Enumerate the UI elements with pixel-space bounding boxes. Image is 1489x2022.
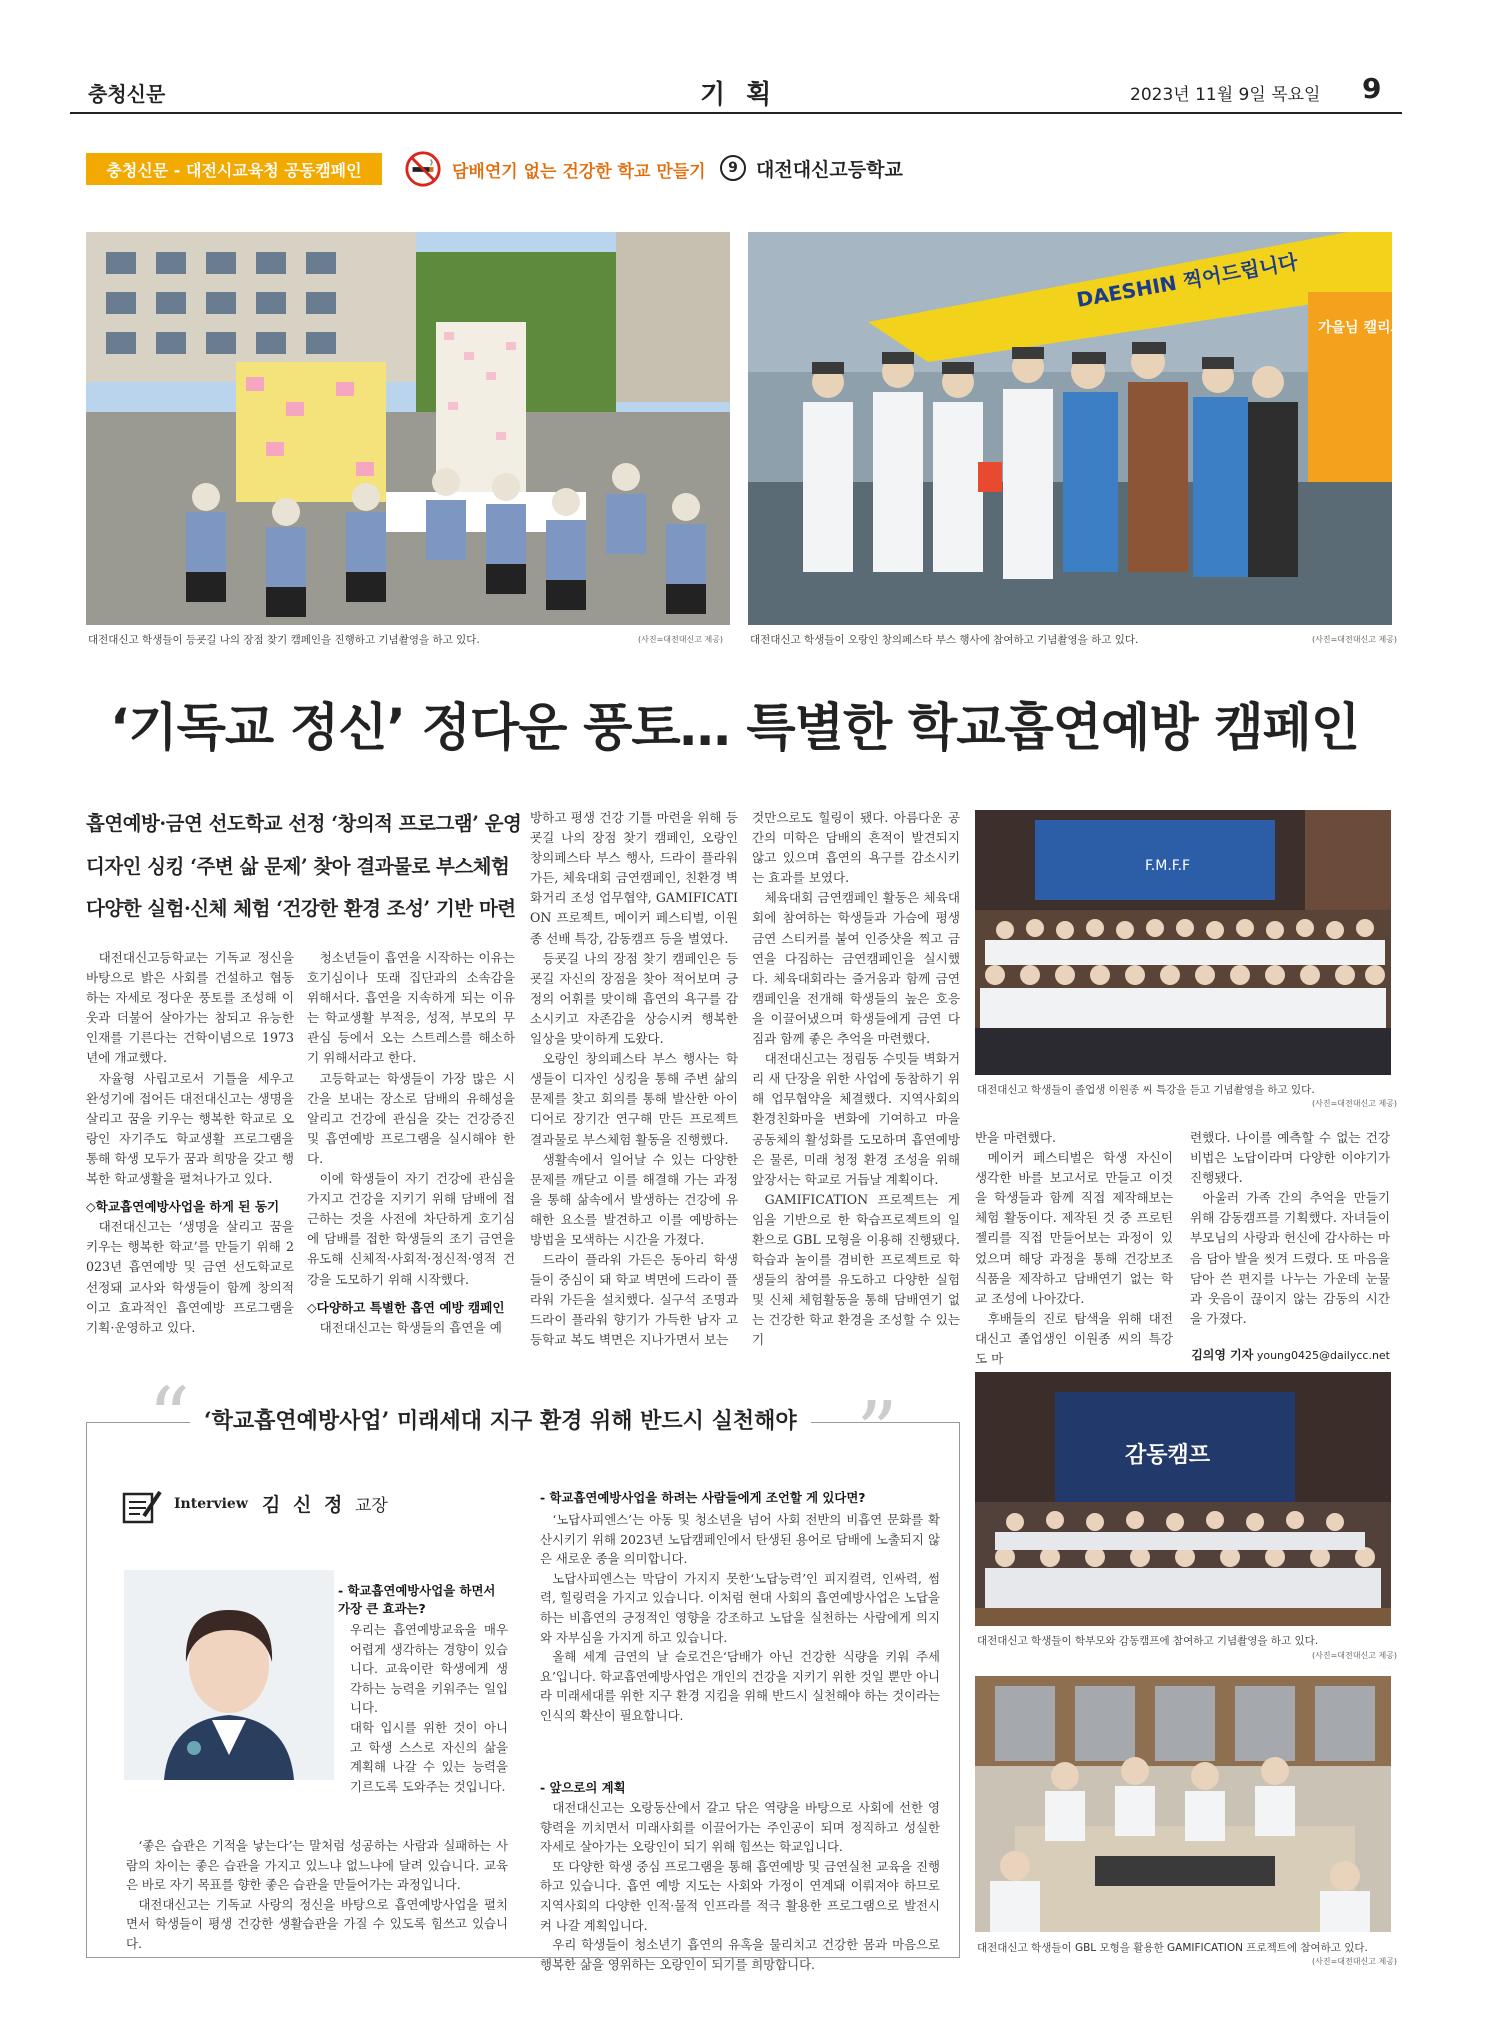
camp-screen-text: 감동캠프 [1125, 1443, 1211, 1468]
article-paragraph: 오랑인 창의페스타 부스 행사는 학생들이 디자인 싱킹을 통해 주변 삶의 문제를 찾고 회의를 통해 발산한 아이디어로 장기간 연구해 만든 프로젝트 결과물로 부스체험 활동을 진행했다. [530, 1051, 738, 1147]
article-paragraph: 것만으로도 힐링이 됐다. 아름다운 공간의 미학은 담배의 흔적이 발견되지 않고 있으며 흡연의 욕구를 감소시키는 효과를 보였다. [752, 810, 960, 886]
photo1-credit: (사진=대전대신고 제공) [638, 635, 724, 644]
interview-question-3: - 앞으로의 계획 [540, 1780, 626, 1795]
article-paragraph: 드라이 플라워 가든은 동아리 학생들이 중심이 돼 학교 벽면에 드라이 플라워 가든을 설치했다. 실구석 조명과 드라이 플라워 향기가 가득한 남자 고등학교 복도 벽면은 지나가면서 보는 [530, 1252, 738, 1348]
reporter-name: 김의영 기자 [1191, 1348, 1254, 1362]
interview-question-2: - 학교흡연예방사업을 하려는 사람들에게 조언할 게 있다면? [540, 1490, 866, 1505]
article-column-3 [530, 808, 738, 1398]
article-paragraph: 메이커 페스티벌은 학생 자신이 생각한 바를 보고서로 만들고 이것을 학생들과 함께 직접 제작해보는 체험 활동이다. 제작된 것 중 프로틴 젤리를 직접 만들어보는 과정이 있었으며 해당 과정을 통해 건강보조식품을 제작하고 담배연기 없는 학교 조성에 나아갔다. [975, 1150, 1173, 1306]
interview-answer-text: 우리는 흡연예방교육을 매우 어렵게 생각하는 경향이 있습니다. 교육이란 학생에게 생각하는 능력을 키워주는 일입니다. [350, 1622, 508, 1716]
photo5-caption: 대전대신고 학생들이 GBL 모형을 활용한 GAMIFICATION 프로젝트에 참여하고 있다. [977, 1942, 1368, 1954]
article-column-4 [752, 808, 960, 1398]
article-paragraph: 방하고 평생 건강 기틀 마련을 위해 등굣길 나의 장점 찾기 캠페인, 오랑인 창의페스타 부스 행사, 드라이 플라워 가든, 체육대회 금연캠페인, 친환경 벽화거리 조성 업무협약, GAMIFICATION 프로젝트, 메이커 페스티벌, 이원종 선배 특강, 감동캠프 등을 벌였다. [530, 810, 738, 946]
article-section-heading: ◇학교흡연예방사업을 하게 된 동기 [86, 1199, 280, 1215]
interview-answer-text: 대전대신고는 기독교 사랑의 정신을 바탕으로 흡연예방사업을 펼치면서 학생들이 평생 건강한 생활습관을 가질 수 있도록 힘쓰고 있습니다. [126, 1896, 508, 1951]
article-paragraph: 청소년들이 흡연을 시작하는 이유는 호기심이나 또래 집단과의 소속감을 위해서다. 흡연을 지속하게 되는 이유는 학교생활 부적응, 성적, 부모의 무관심 등에서 오는 스트레스를 해소하기 위해서라고 한다. [307, 950, 515, 1066]
photo-festival-booth [748, 232, 1405, 625]
photo-family-camp [975, 1372, 1391, 1626]
interview-answer-text: ‘좋은 습관은 기적을 낳는다’는 말처럼 성공하는 사람과 실패하는 사람의 차이는 좋은 습관을 가지고 있느냐 없느냐에 달려 있습니다. 교육은 바로 자기 목표를 향한 좋은 습관을 만들어가는 과정입니다. [126, 1838, 508, 1893]
article-paragraph: 체육대회 금연캠페인 활동은 체육대회에 참여하는 학생들과 가슴에 평생 금연 스티커를 붙여 인증샷을 찍고 금연을 다짐하는 금연캠페인을 실시했다. 체육대회라는 즐거움과 함께 금연캠페인을 전개해 학생들의 높은 호응을 이끌어냈으며 학생들에게 금연 다짐과 함께 좋은 추억을 마련했다. [752, 890, 960, 1047]
masthead-paper-name: 충청신문 [88, 82, 166, 106]
subhead-3: 다양한 실험·신체 체험 ‘건강한 환경 조성’ 기반 마련 [86, 897, 516, 920]
article-paragraph: 이에 학생들이 자기 건강에 관심을 가지고 건강을 지키기 위해 담배에 접근하는 것을 사전에 차단하게 호기심에 담배를 접한 학생들의 조기 금연을 유도해 신체적·사회적·정신적·영적 건강을 도모하기 위해 시작했다. [307, 1171, 515, 1287]
interviewee-title: 교장 [354, 1496, 388, 1516]
subhead-2: 디자인 싱킹 ‘주변 삶 문제’ 찾아 결과물로 부스체험 [86, 855, 510, 878]
interview-answer-text: 노답사피엔스는 막담이 가지지 못한‘노답능력’인 피지컬력, 인싸력, 썸력, 힐링력을 가지고 있습니다. 이처럼 현대 사회의 흡연예방사업은 노답을 하는 비흡연의 긍정적인 영향을 강조하고 노답을 실천하는 사람에게 의지와 자부심을 가지게 하고 있습니다. [540, 1570, 940, 1645]
photo2-caption: 대전대신고 학생들이 오랑인 창의페스타 부스 행사에 참여하고 기념촬영을 하고 있다. [750, 634, 1139, 646]
interview-question-1: - 학교흡연예방사업을 하면서 가장 큰 효과는? [338, 1583, 496, 1616]
article-paragraph: 등굣길 나의 장점 찾기 캠페인은 등굣길 자신의 장점을 찾아 적어보며 긍정의 어휘를 맞이해 흡연의 욕구를 감소시키고 자존감을 상승시켜 행복한 일상을 맞이하게 도왔다. [530, 950, 738, 1047]
photo-campaign-students [86, 232, 730, 625]
article-column-6 [1190, 1128, 1390, 1338]
interview-notepad-icon [122, 1488, 164, 1524]
headline: ‘기독교 정신’ 정다운 풍토… 특별한 학교흡연예방 캠페인 [110, 699, 1360, 758]
article-paragraph: 대전대신고는 정림동 수밋들 벽화거리 새 단장을 위한 사업에 동참하기 위해 업무협약을 체결했다. 지역사회의 환경친화마을 변화에 기여하고 마을 공동체의 활성화를 도모하며 흡연예방은 물론, 미래 청정 환경 조성을 위해 앞장서는 학교로 거듭날 계획이다. [752, 1051, 960, 1187]
campaign-label: 충청신문 - 대전시교육청 공동캠페인 [86, 153, 382, 185]
interview-answer-text: 대학 입시를 위한 것이 아니고 학생 스스로 자신의 삶을 계획해 나갈 수 있는 능력을 기르도록 도와주는 것입니다. [350, 1720, 508, 1794]
photo3-credit: (사진=대전대신고 제공) [1312, 1099, 1398, 1108]
open-quote-mark: “ [148, 1371, 190, 1466]
interview-answer-text: 대전대신고는 오랑동산에서 갈고 닦은 역량을 바탕으로 사회에 선한 영향력을 끼치면서 미래사회를 이끌어가는 주인공이 되며 정직하고 성실한 자세로 살아가는 오랑인이 되기 위해 힘쓰는 학교입니다. [540, 1800, 940, 1855]
interview-label: Interview [174, 1496, 248, 1512]
interview-answer-1a [350, 1620, 508, 1718]
interviewee-name [262, 1490, 388, 1517]
photo4-caption: 대전대신고 학생들이 학부모와 감동캠프에 참여하고 기념촬영을 하고 있다. [977, 1635, 1319, 1647]
masthead-page-number: 9 [1362, 72, 1382, 105]
campaign-theme: 담배연기 없는 건강한 학교 만들기 [452, 162, 706, 182]
article-column-1 [86, 948, 294, 1398]
article-paragraph: 생활속에서 일어날 수 있는 다양한 문제를 깨닫고 이를 해결해 가는 과정을 통해 삶속에서 발생하는 건강에 유해한 요소를 발견하고 이를 예방하는 방법을 모색하는 시간을 가졌다. [530, 1151, 738, 1247]
subhead-1: 흡연예방·금연 선도학교 선정 ‘창의적 프로그램’ 운영 [86, 812, 522, 835]
interview-answer-text: 올해 세계 금연의 날 슬로건은‘담배가 아닌 건강한 식량을 키워 주세요’입니다. 학교흡연예방사업은 개인의 건강을 지키기 위한 것일 뿐만 아니라 미래세대를 위한 지구 환경 지킴을 위해 반드시 실천해야 하는 것이라는 인식의 확산이 필요합니다. [540, 1649, 940, 1723]
campaign-series-number: 9 [720, 155, 746, 181]
article-paragraph: GAMIFICATION 프로젝트는 게임을 기반으로 한 학습프로젝트의 일환으로 GBL 모형을 이용해 진행됐다. 학습과 놀이를 겸비한 프로젝트로 학생들의 참여를 유도하고 다양한 실험 및 신체 체험활동을 통해 담배연기 없는 건강한 학교 환경을 조성할 수 있는 기 [752, 1191, 960, 1348]
article-paragraph: 련했다. 나이를 예측할 수 없는 건강비법은 노답이라며 다양한 이야기가 진행됐다. [1190, 1130, 1390, 1186]
photo-gamification-project [975, 1676, 1391, 1932]
article-paragraph: 대전대신고는 ‘생명을 살리고 꿈을 키우는 행복한 학교’를 만들기 위해 2023년 흡연예방 및 금연 선도학교로 선정돼 교사와 학생들이 함께 창의적이고 효과적인 흡연예방 프로그램을 기획·운영하고 있다. [86, 1219, 294, 1335]
photo5-credit: (사진=대전대신고 제공) [1312, 1957, 1398, 1966]
article-paragraph: 대전대신고는 학생들의 흡연을 예 [319, 1319, 502, 1335]
article-paragraph: 아울러 가족 간의 추억을 만들기 위해 감동캠프를 기획했다. 자녀들이 부모님의 사랑과 헌신에 감사하는 마음 담아 발을 씻겨 드렸다. 또 마음을 담아 쓴 편지를 나누는 가운데 눈물과 웃음이 끊이지 않는 감동의 시간을 가졌다. [1190, 1190, 1390, 1326]
masthead-date: 2023년 11월 9일 목요일 [1130, 85, 1321, 105]
masthead-rule [70, 112, 1402, 114]
photo4-credit: (사진=대전대신고 제공) [1312, 1651, 1398, 1660]
interview-quote-title: ‘학교흡연예방사업’ 미래세대 지구 환경 위해 반드시 실천해야 [190, 1404, 811, 1435]
article-paragraph: 후배들의 진로 탐색을 위해 대전대신고 졸업생인 이원종 씨의 특강도 마 [975, 1310, 1173, 1367]
reporter-email: young0425@dailycc.net [1256, 1349, 1390, 1362]
interviewee-name-text: 김 신 정 [262, 1494, 346, 1516]
article-section-heading: ◇다양하고 특별한 흡연 예방 캠페인 [307, 1299, 505, 1315]
sign-right-text: 가을님 캘리그 [1318, 320, 1405, 336]
interview-answer-3 [540, 1798, 940, 1974]
tent-banner-text: DAESHIN 찍어드립니다 [1074, 249, 1300, 312]
no-smoking-icon [404, 150, 442, 188]
interview-answer-text: ‘노답사피엔스’는 아동 및 청소년을 넘어 사회 전반의 비흡연 문화를 확산시키기 위해 2023년 노답캠페인에서 탄생된 용어로 담배에 노출되지 않은 새로운 종을 의미합니다. [540, 1512, 940, 1567]
interview-answer-text: 우리 학생들이 청소년기 흡연의 유혹을 물리치고 건강한 몸과 마음으로 행복한 삶을 영위하는 오랑인이 되기를 희망합니다. [540, 1937, 940, 1972]
article-column-2 [307, 948, 515, 1398]
article-paragraph: 대전대신고등학교는 기독교 정신을 바탕으로 밝은 사회를 건설하고 협동하는 자세로 정다운 풍토를 조성해 이웃과 더불어 살아가는 참되고 유능한 인재를 기른다는 건학이념으로 1973년에 개교했다. [86, 950, 294, 1066]
masthead-section: 기 획 [700, 80, 778, 110]
article-paragraph: 자율형 사립고로서 기틀을 세우고 완성기에 접어든 대전대신고는 생명을 살리고 꿈을 키우는 행복한 학교로 오랑인 자기주도 학교생활 프로그램을 통해 학생 모두가 꿈과 희망을 갖고 행복한 학교생활을 펼쳐나가고 있다. [86, 1070, 294, 1187]
photo1-caption: 대전대신고 학생들이 등굣길 나의 장점 찾기 캠페인을 진행하고 기념촬영을 하고 있다. [88, 634, 480, 646]
article-paragraph: 고등학교는 학생들이 가장 많은 시간을 보내는 장소로 담배의 유해성을 알리고 건강에 관심을 갖는 건강증진 및 흡연예방 프로그램을 실시해야 한다. [307, 1070, 515, 1166]
photo-alumni-lecture [975, 810, 1391, 1075]
interviewee-portrait [124, 1570, 334, 1780]
campaign-school-name: 대전대신고등학교 [756, 159, 903, 181]
interview-answer-1b [350, 1718, 508, 1796]
interview-answer-1c [126, 1836, 508, 1954]
article-paragraph: 반을 마련했다. [975, 1130, 1056, 1145]
screen-text: F.M.F.F [1145, 858, 1191, 874]
article-byline [1190, 1346, 1390, 1363]
interview-answer-text: 또 다양한 학생 중심 프로그램을 통해 흡연예방 및 금연실천 교육을 진행하고 있습니다. 흡연 예방 지도는 사회와 가정이 연계돼 이뤄져야 하므로 지역사회의 다양한 인적·물적 인프라를 적극 활용한 프로그램으로 발전시켜 나갈 계획입니다. [540, 1858, 940, 1933]
interview-answer-2 [540, 1510, 940, 1726]
close-quote-mark: ” [856, 1385, 898, 1480]
photo2-credit: (사진=대전대신고 제공) [1312, 635, 1398, 644]
photo3-caption: 대전대신고 학생들이 졸업생 이원종 씨 특강을 듣고 기념촬영을 하고 있다. [977, 1084, 1315, 1096]
article-column-5 [975, 1128, 1173, 1408]
